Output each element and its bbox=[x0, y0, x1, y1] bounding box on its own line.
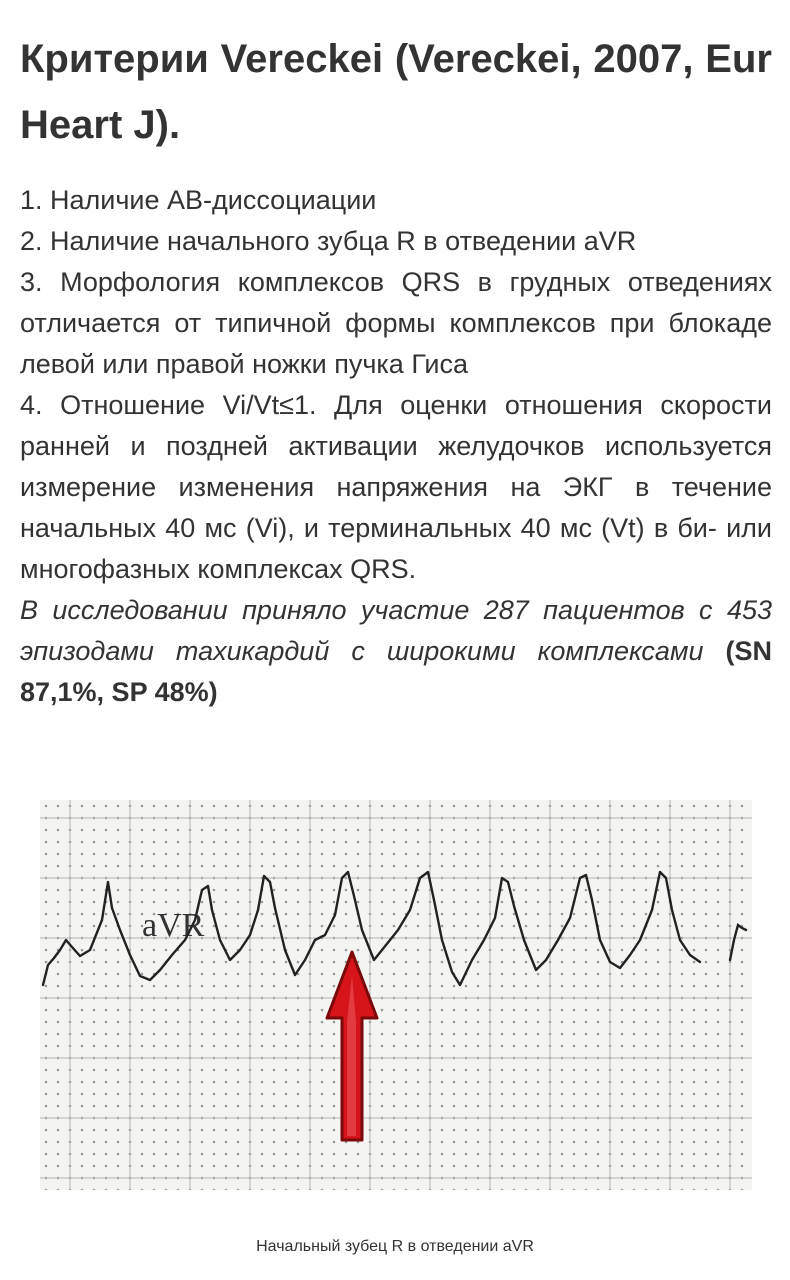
criterion-2: 2. Наличие начального зубца R в отведении aVR bbox=[20, 226, 637, 256]
ecg-grid bbox=[40, 800, 752, 1190]
article bbox=[20, 26, 772, 713]
study-note bbox=[20, 590, 772, 713]
page-title: Критерии Vereckei (Vereckei, 2007, Eur Heart J). bbox=[20, 37, 772, 147]
criterion-4: 4. Отношение Vi/Vt≤1. Для оценки отношения скорости ранней и поздней активации желудочков используется измерение изменения напряжения на ЭКГ в течение начальных 40 мс (Vi), и терминальных 40 мс (Vt) в би- или многофазных комплексах QRS. bbox=[20, 390, 772, 584]
figure-caption: Начальный зубец R в отведении aVR bbox=[256, 1238, 534, 1255]
study-note-text: В исследовании приняло участие 287 пациентов с 453 эпизодами тахикардий с широкими комплексами bbox=[20, 595, 772, 666]
criterion-3: 3. Морфология комплексов QRS в грудных отведениях отличается от типичной формы комплексов при блокаде левой или правой ножки пучка Гиса bbox=[20, 267, 772, 379]
criterion-1: 1. Наличие АВ-диссоциации bbox=[20, 185, 377, 215]
ecg-lead-label: aVR bbox=[142, 907, 205, 944]
ecg-figure bbox=[40, 800, 752, 1190]
article-body bbox=[20, 180, 772, 713]
study-stats: (SN 87,1%, SP 48%) bbox=[20, 636, 772, 707]
ecg-strip bbox=[40, 800, 752, 1190]
